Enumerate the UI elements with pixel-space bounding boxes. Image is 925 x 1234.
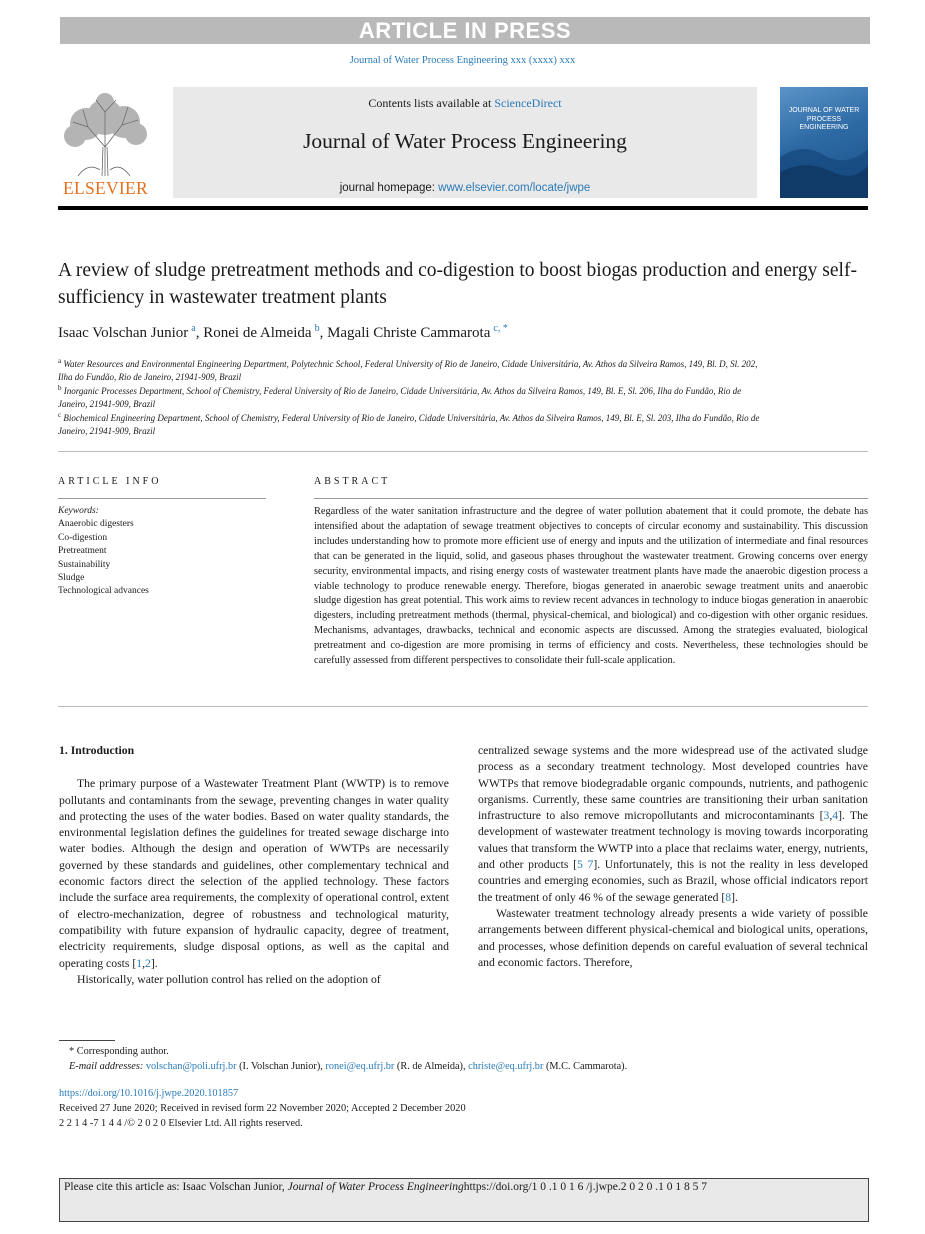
keyword: Anaerobic digesters <box>58 519 134 530</box>
email-link[interactable]: ronei@eq.ufrj.br <box>325 1061 395 1072</box>
body-paragraph <box>478 906 868 971</box>
reference-link[interactable]: 7 <box>587 858 594 872</box>
affiliation <box>58 412 763 439</box>
affiliation-mark[interactable]: c, * <box>493 323 508 334</box>
article-info-rule <box>58 498 266 499</box>
footnote-rule <box>59 1040 115 1041</box>
reference-link[interactable]: 1 <box>136 956 143 970</box>
affiliation-letter: a <box>58 357 62 365</box>
homepage-prefix: journal homepage: <box>339 182 439 194</box>
paragraph-text: ]. Unfortunately, this is not the reality in less developed countries and emerging economies, such as Brazil, whose official indicators report the treatment of only 46 % of the sewage generated [ <box>478 858 869 904</box>
author-name: Isaac Volschan Junior <box>58 325 189 341</box>
citation-journal: Journal of Water Process Engineering <box>287 1181 464 1193</box>
body-paragraph <box>478 743 868 906</box>
affiliation-text: Water Resources and Environmental Engineering Department, Polytechnic School, Federal University of Rio de Janeiro, Cidade Universitária, Av. Athos da Silveira Ramos, 149, Bl. D, Sl. 202, Ilha do Fundão, Rio de Janeiro, 21941-909, Brazil <box>58 359 758 383</box>
abstract-heading: ABSTRACT <box>314 476 391 487</box>
reference-separator: , <box>142 956 146 970</box>
body-column-left <box>59 743 449 988</box>
paragraph-text: ]. The development of wastewater treatment technology is moving towards incorporating values that transform the WWTP into a place that reclaims water, energy, nutrients, and other products [ <box>478 809 868 872</box>
journal-cover-thumbnail[interactable] <box>780 87 868 198</box>
citation-doi: https://doi.org/1 0 .1 0 1 6 /j.jwpe.2 0 2 0 .1 0 1 8 5 7 <box>463 1181 707 1193</box>
keywords-block <box>58 505 149 599</box>
abstract-text: Regardless of the water sanitation infrastructure and the degree of water pollution abatement that it could promote, the debate has intensified about the adaptation of sewage treatment objectives to concepts of circular economy and sustainability. This discussion includes understanding how to promote more efficient use of energy and inputs and the utilization of intermediate and final resources that can be generated in the liquid, solid, and gaseous phases throughout the wastewater treatment. Growing concerns over energy security, environmental impacts, and rising energy costs of wastewater treatment plants have made the anaerobic digestion process a viable technology to produce renewable energy. Therefore, biogas generated in anaerobic sewage treatment units and anaerobic sludge digestion has great potential. This work aims to review recent advances in technology to induce biogas generation in anaerobic digesters, including pretreatment methods (thermal, physical-chemical, and biological) and co-digestion with other organic residues. Mechanisms, advantages, drawbacks, technical and economic aspects are discussed. Among the strategies evaluated, biological pretreatment and co-digestion are more promising in terms of efficiency and costs. Nevertheless, these technologies should be carefully assessed from different perspectives to consolidate their full-scale application. <box>314 506 868 667</box>
affiliation-text: Inorganic Processes Department, School of Chemistry, Federal University of Rio de Janeiro, Cidade Universitária, Av. Athos da Silveira Ramos, 149, Bl. E, Sl. 206, Ilha do Fundão, Rio de Janeiro, 21941-909, Brazil <box>58 385 742 410</box>
keyword: Sludge <box>58 573 85 584</box>
journal-reference-link[interactable]: Journal of Water Process Engineering xxx (xxxx) xxx <box>349 55 576 66</box>
affiliation-mark[interactable]: a <box>191 323 196 334</box>
reference-separator: , <box>829 809 833 823</box>
paragraph-text: ]. <box>731 890 738 904</box>
email-link[interactable]: volschan@poli.ufrj.br <box>145 1061 237 1072</box>
paragraph-text: centralized sewage systems and the more widespread use of the activated sludge process as a secondary treatment technology. Most developed countries have WWTPs that remove biodegradable organic compounds, nutrients, and pathogenic organisms. Currently, these same countries are transitioning their urban sanitation infrastructure to also remove micropollutants and microcontaminants [ <box>478 744 868 823</box>
journal-masthead <box>173 87 757 198</box>
contents-prefix: Contents lists available at <box>368 96 495 110</box>
keyword: Technological advances <box>58 586 149 597</box>
paragraph-text: Wastewater treatment technology already presents a wide variety of possible arrangements between different physical-chemical and biological units, operations, and processes, whose definition depends on careful evaluation of several technical and economic factors. Therefore, <box>478 906 868 969</box>
cover-wave-graphic <box>780 137 868 198</box>
affiliation-mark[interactable]: b <box>314 323 320 334</box>
email-owner: (R. de Almeida), <box>394 1061 469 1072</box>
author-list: Isaac Volschan Junior $^a$, Ronei de Almeida $^b$, Magali Christe Cammarota $^{c, *}$ <box>58 323 508 341</box>
citation-box <box>59 1178 869 1222</box>
sciencedirect-link[interactable]: ScienceDirect <box>494 96 562 110</box>
journal-title: Journal of Water Process Engineering <box>303 129 627 153</box>
affiliation <box>58 358 763 385</box>
received-dates: Received 27 June 2020; Received in revised form 22 November 2020; Accepted 2 December 2020 <box>59 1103 466 1114</box>
body-paragraph <box>59 972 449 988</box>
affiliations <box>58 358 763 438</box>
reference-link[interactable]: 3 <box>823 809 830 823</box>
homepage-link[interactable]: www.elsevier.com/locate/jwpe <box>438 182 591 194</box>
reference-link[interactable]: 2 <box>145 956 151 970</box>
section-divider <box>58 451 868 452</box>
homepage-line <box>173 182 757 194</box>
abstract-rule <box>314 498 868 499</box>
reference-link[interactable]: 5 <box>576 858 583 872</box>
elsevier-wordmark: ELSEVIER <box>62 178 149 198</box>
keyword: Sustainability <box>58 559 111 570</box>
contents-line <box>173 96 757 111</box>
affiliation-letter: c <box>58 410 62 419</box>
reference-link[interactable]: 8 <box>725 890 732 904</box>
corresponding-author-note: * Corresponding author. <box>69 1046 169 1057</box>
body-paragraph <box>59 776 449 972</box>
copyright-line: 2 2 1 4 -7 1 4 4 /© 2 0 2 0 Elsevier Ltd. All rights reserved. <box>59 1118 303 1129</box>
header-rule <box>58 206 868 210</box>
keyword: Co-digestion <box>58 532 108 543</box>
doi-link[interactable]: https://doi.org/10.1016/j.jwpe.2020.101857 <box>59 1088 239 1099</box>
email-label: E-mail addresses: <box>69 1061 146 1072</box>
section-heading: 1. Introduction <box>59 744 135 757</box>
citation-prefix: Please cite this article as: Isaac Volschan Junior, <box>64 1181 288 1193</box>
paragraph-text: The primary purpose of a Wastewater Treatment Plant (WWTP) is to remove pollutants and contaminants from the sewage, preventing changes in water quality and protecting the uses of the water bodies. Based on water quality standards, the environmental legislation defines the guidelines for treated sewage discharge into water bodies. Although the design and operation of WWTPs are necessarily governed by these standards and guidelines, other complementary technical and economic factors direct the selection of the applied technology. These factors include the surface area requirements, the complexity of operational control, extent of electro-mechanization, degree of robustness and technological maturity, compatibility with future expansion of hydraulic capacity, degree of treatment, electricity requirements, sludge disposal options, as well as the capital and operating costs [ <box>59 777 449 970</box>
email-owner: (I. Volschan Junior), <box>236 1061 326 1072</box>
keyword: Pretreatment <box>58 546 107 557</box>
keywords-label: Keywords: <box>58 506 99 516</box>
doi-block <box>59 1086 869 1131</box>
email-link[interactable]: christe@eq.ufrj.br <box>468 1061 544 1072</box>
paragraph-text: ]. <box>150 956 158 970</box>
email-owner: (M.C. Cammarota). <box>543 1061 628 1072</box>
affiliation-letter: b <box>58 383 62 392</box>
article-title: A review of sludge pretreatment methods and co-digestion to boost biogas production and energy self-sufficiency in wastewater treatment plants <box>58 260 857 308</box>
cover-title: JOURNAL OF WATER PROCESS ENGINEERING <box>788 107 860 131</box>
article-in-press-banner: ARTICLE IN PRESS <box>60 17 870 44</box>
reference-link[interactable]: 4 <box>832 809 839 823</box>
affiliation-text: Biochemical Engineering Department, School of Chemistry, Federal University of Rio de Janeiro, Cidade Universitária, Av. Athos da Silveira Ramos, 149, Bl. E, Sl. 203, Ilha do Fundão, Rio de Janeiro, 21941-909, Brazil <box>58 412 760 437</box>
affiliation <box>58 385 763 412</box>
author-name: Magali Christe Cammarota <box>327 325 491 341</box>
paragraph-text: Historically, water pollution control has relied on the adoption of <box>77 972 381 986</box>
section-divider <box>58 706 868 707</box>
body-column-right <box>478 743 868 971</box>
email-addresses <box>59 1059 869 1074</box>
author-name: Ronei de Almeida <box>203 325 312 341</box>
article-info-heading: ARTICLE INFO <box>58 476 162 487</box>
footnotes <box>59 1044 869 1074</box>
